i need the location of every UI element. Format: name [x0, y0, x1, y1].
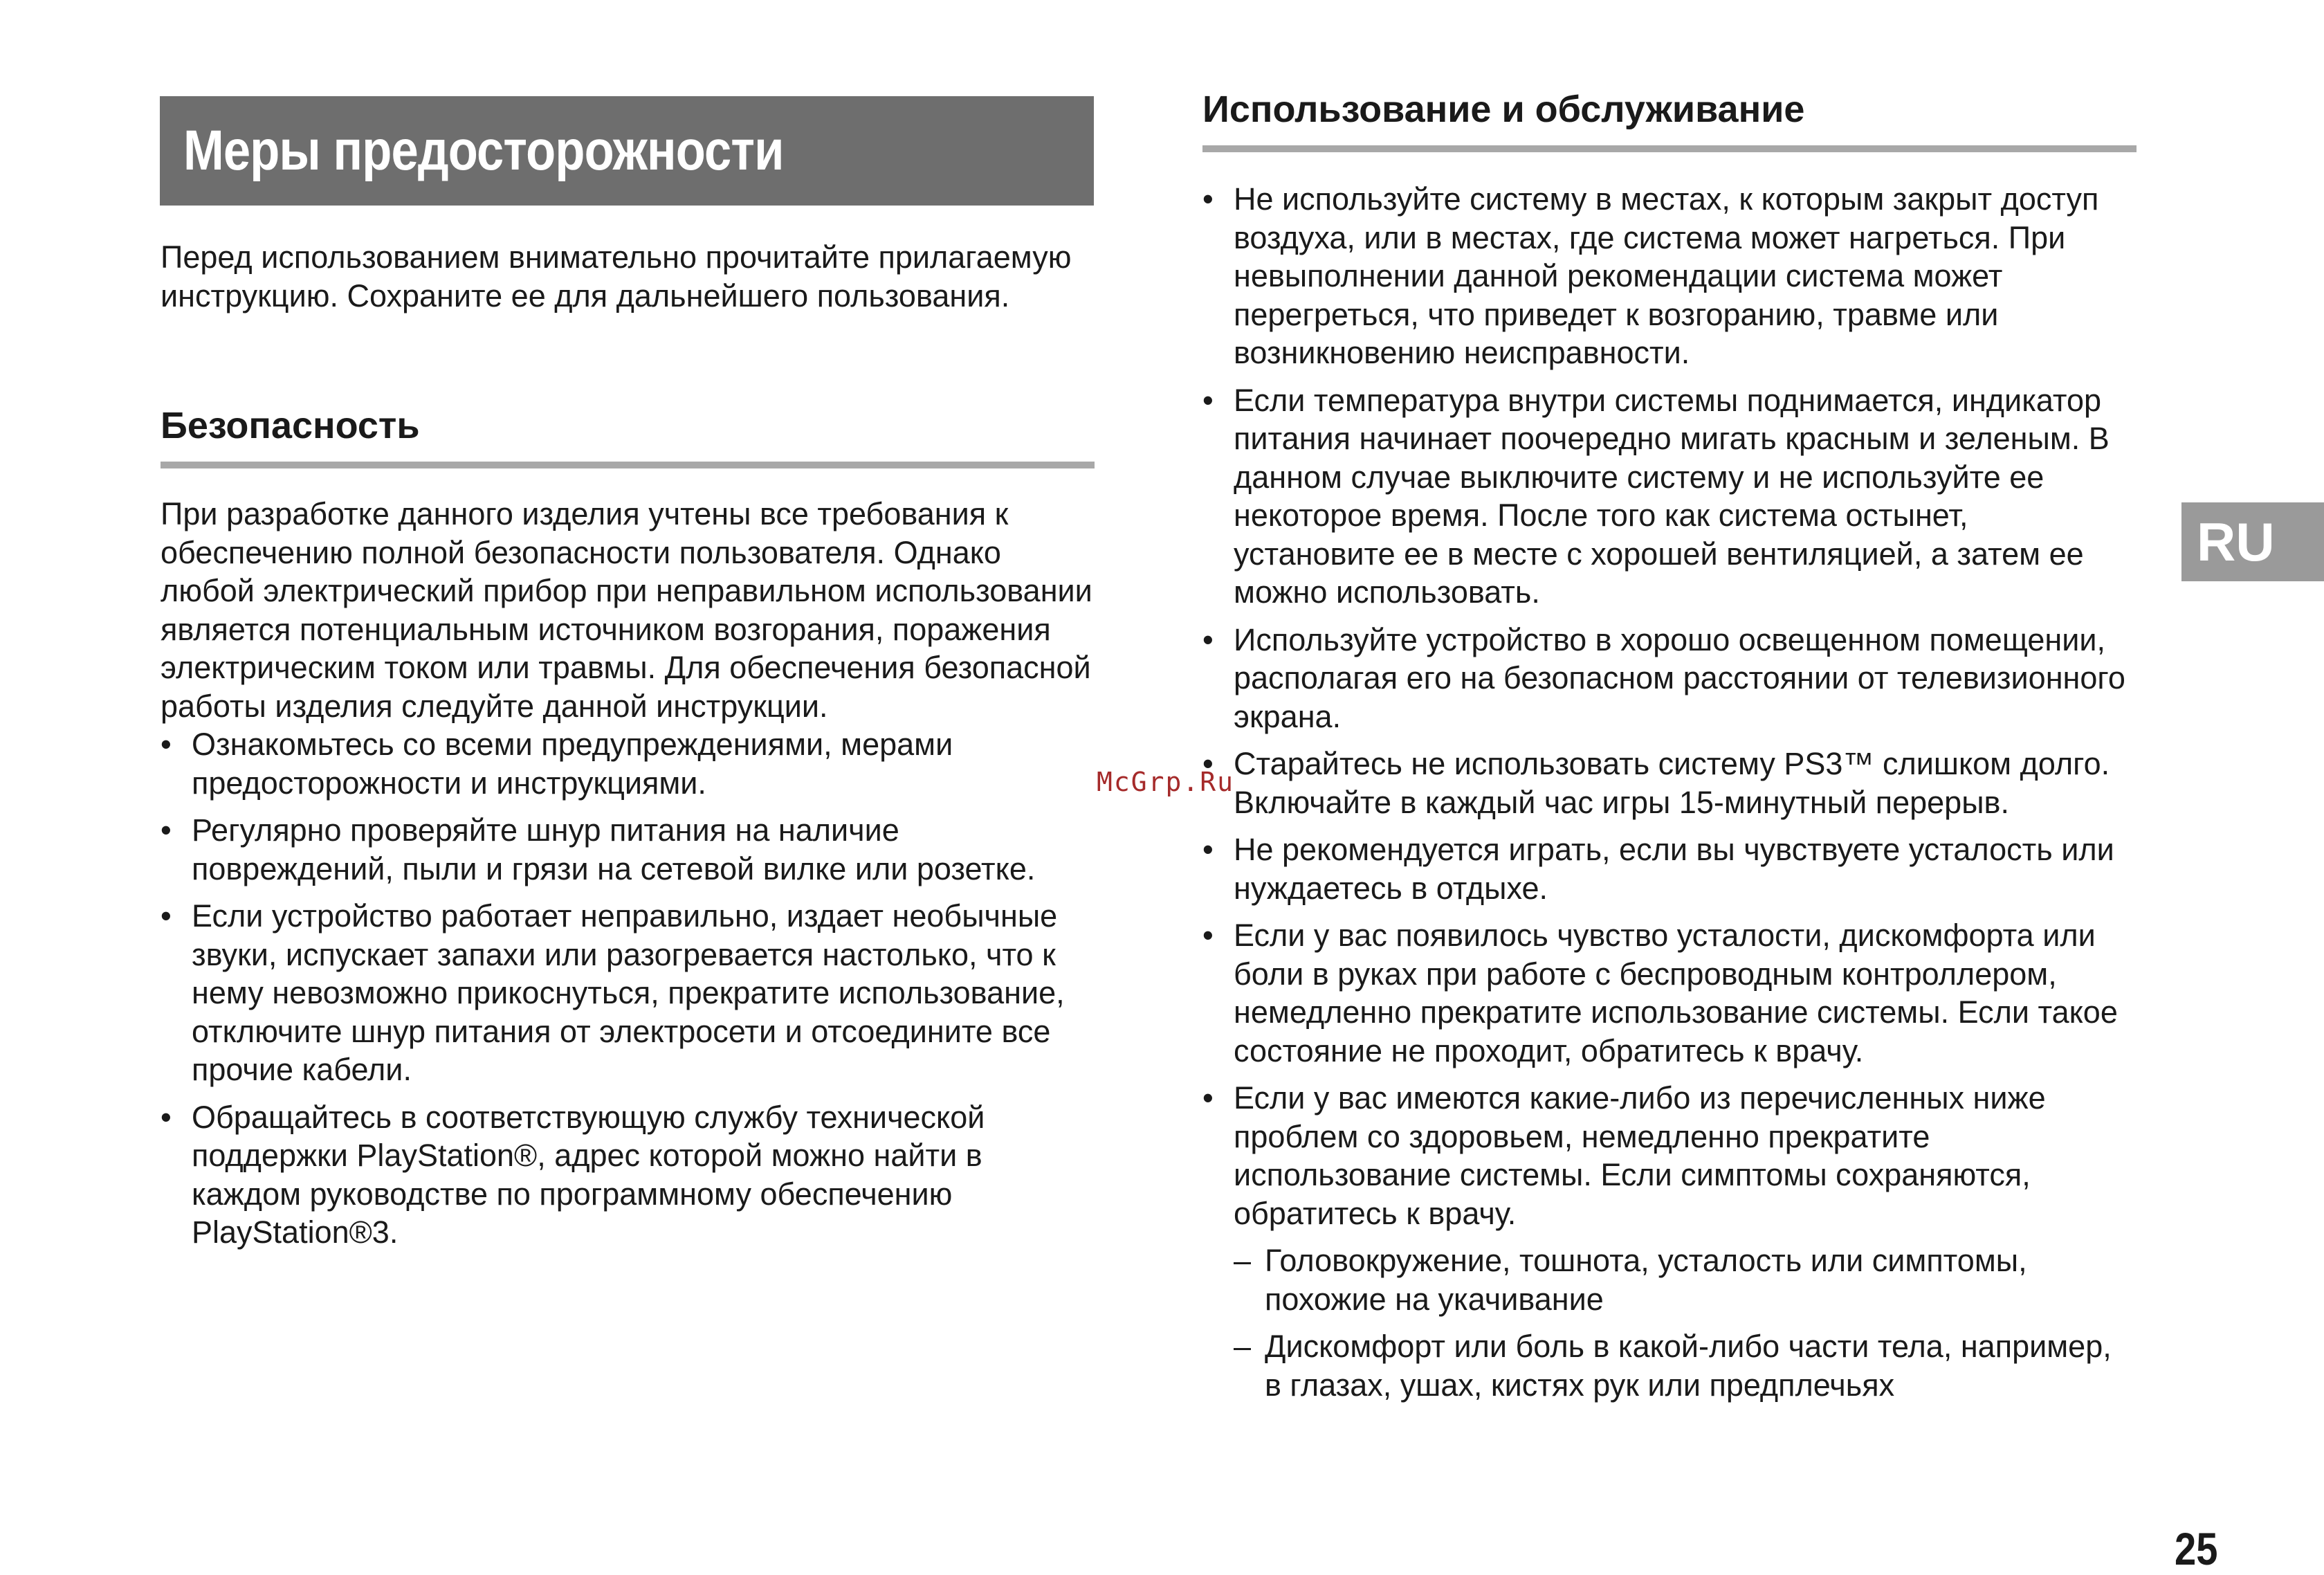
usage-heading-rule — [1202, 145, 2137, 152]
safety-bullet: • Обращайтесь в соответствующую службу технической поддержки PlayStation®, адрес которой можно найти в каждом руководстве по программному обеспечению PlayStation®3. — [161, 1098, 1095, 1252]
page-title: Меры предосторожности — [183, 119, 784, 182]
usage-bullet: • Если температура внутри системы поднимается, индикатор питания начинает поочередно мигать красным и зеленым. В данном случае выключите систему и не используйте ее некоторое время. После того как система остынет, установите ее в месте с хорошей вентиляцией, а затем ее можно использовать. — [1202, 381, 2137, 612]
usage-bullet: • Не рекомендуется играть, если вы чувствуете усталость или нуждаетесь в отдыхе. — [1202, 830, 2137, 907]
intro-paragraph: Перед использованием внимательно прочитайте прилагаемую инструкцию. Сохраните ее для дальнейшего пользования. — [161, 239, 1072, 313]
page-title-banner — [160, 96, 1094, 206]
usage-bullet-list — [1202, 180, 2137, 1404]
safety-heading: Безопасность — [161, 405, 420, 446]
usage-bullet-text: Если у вас имеются какие-либо из перечисленных ниже проблем со здоровьем, немедленно прекратите использование системы. Если симптомы сохраняются, обратитесь к врачу. — [1234, 1080, 2046, 1231]
safety-bullet: • Регулярно проверяйте шнур питания на наличие повреждений, пыли и грязи на сетевой вилке или розетке. — [161, 811, 1095, 888]
safety-bullet: • Если устройство работает неправильно, издает необычные звуки, испускает запахи или разогревается настолько, что к нему невозможно прикоснуться, прекратите использование, отключите шнур питания от электросети и отсоедините все прочие кабели. — [161, 897, 1095, 1089]
watermark: McGrp.Ru — [1097, 767, 1235, 797]
safety-bullet-list — [161, 725, 1095, 1252]
page-number: 25 — [2175, 1523, 2218, 1574]
left-column — [161, 238, 1095, 1261]
usage-bullet: • Если у вас появилось чувство усталости, дискомфорта или боли в руках при работе с беспроводным контроллером, немедленно прекратите использование системы. Если такое состояние не проходит, обратитесь к врачу. — [1202, 916, 2137, 1070]
symptom-sub-item: – Дискомфорт или боль в какой-либо части тела, например, в глазах, ушах, кистях рук или предплечьях — [1234, 1327, 2137, 1404]
usage-bullet: • Не используйте систему в местах, к которым закрыт доступ воздуха, или в местах, где система может нагреться. При невыполнении данной рекомендации система может перегреться, что приведет к возгоранию, травме или возникновению неисправности. — [1202, 180, 2137, 372]
language-tab-label: RU — [2197, 511, 2275, 572]
right-column — [1202, 82, 2137, 1413]
symptom-sub-list — [1234, 1241, 2137, 1404]
usage-bullet: • Старайтесь не использовать систему PS3™ слишком долго. Включайте в каждый час игры 15-минутный перерыв. — [1202, 745, 2137, 821]
usage-heading: Использование и обслуживание — [1202, 89, 1805, 130]
safety-paragraph: При разработке данного изделия учтены все требования к обеспечению полной безопасности пользователя. Однако любой электрический прибор при неправильном использовании является потенциальным источником возгорания, поражения электрическим током или травмы. Для обеспечения безопасной работы изделия следуйте данной инструкции. — [161, 496, 1092, 724]
symptom-sub-item: – Головокружение, тошнота, усталость или симптомы, похожие на укачивание — [1234, 1241, 2137, 1318]
language-tab — [2181, 502, 2324, 581]
safety-heading-rule — [161, 462, 1095, 468]
usage-bullet: • Используйте устройство в хорошо освещенном помещении, располагая его на безопасном расстоянии от телевизионного экрана. — [1202, 621, 2137, 736]
usage-bullet — [1202, 1079, 2137, 1404]
safety-bullet: • Ознакомьтесь со всеми предупреждениями, мерами предосторожности и инструкциями. — [161, 725, 1095, 802]
